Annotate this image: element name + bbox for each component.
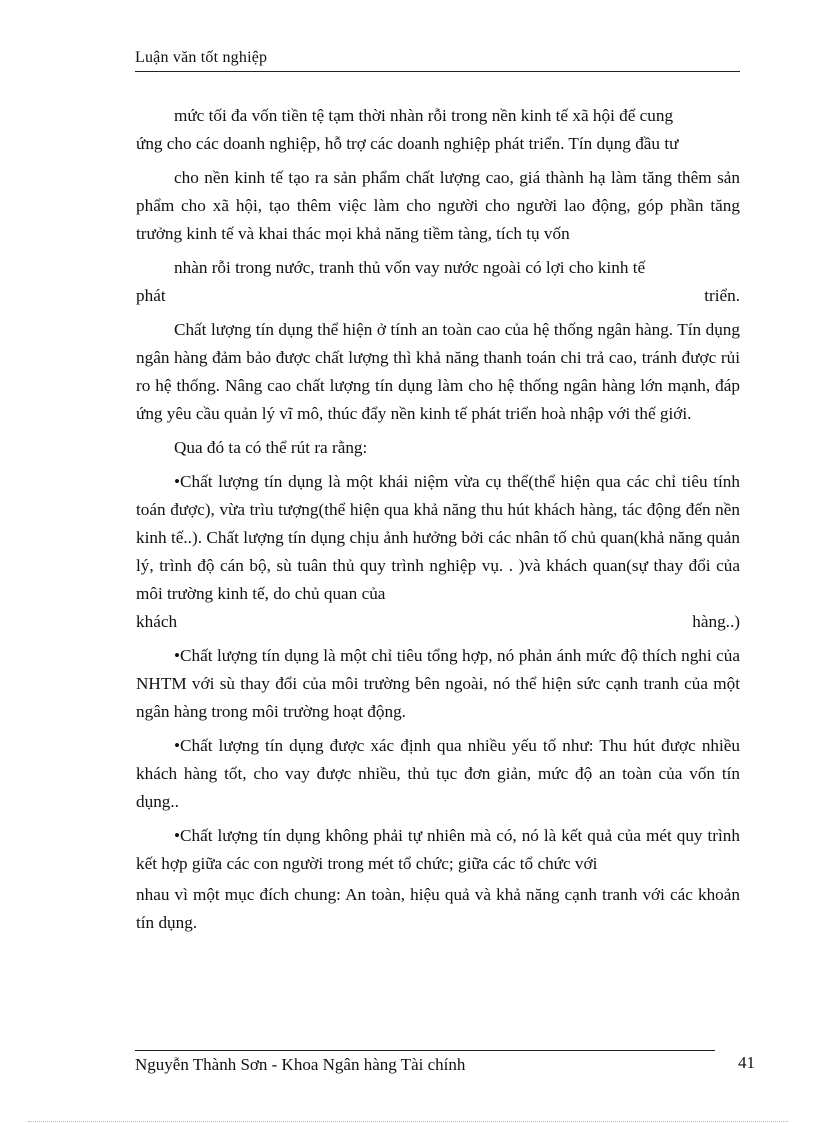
page-number: 41 <box>738 1053 755 1072</box>
justified-line <box>136 608 740 636</box>
paragraph: Qua đó ta có thể rút ra rằng: <box>174 438 368 457</box>
header-title: Luận văn tốt nghiệp <box>135 49 268 66</box>
paragraph: ứng cho các doanh nghiệp, hỗ trợ các doanh nghiệp phát triển. Tín dụng đầu tư <box>136 134 679 153</box>
paragraph: Chất lượng tín dụng thể hiện ở tính an toàn cao của hệ thống ngân hàng. Tín dụng ngân hàng đảm bảo được chất lượng thì khả năng thanh toán chi trả cao, tránh được rủi ro hệ thống. Nâng cao chất lượng tín dụng làm cho hệ thống ngân hàng lớn mạnh, đáp ứng yêu cầu quản lý vĩ mô, thúc đẩy nền kinh tế phát triển hoà nhập với thế giới. <box>136 320 740 423</box>
paragraph: cho nền kinh tế tạo ra sản phẩm chất lượng cao, giá thành hạ làm tăng thêm sản phẩm cho xã hội, tạo thêm việc làm cho người cho người lao động, góp phần tăng trưởng kinh tế và khai thác mọi khả năng tiềm tàng, tích tụ vốn <box>136 168 740 243</box>
bullet-paragraph: •Chất lượng tín dụng là một chỉ tiêu tổng hợp, nó phản ánh mức độ thích nghi của NHTM với sù thay đổi của môi trường bên ngoài, nó thể hiện sức cạnh tranh của một ngân hàng trong môi trường hoạt động. <box>136 646 740 721</box>
paragraph-line: nhàn rỗi trong nước, tranh thủ vốn vay nước ngoài có lợi cho kinh tế <box>174 258 646 277</box>
bullet-paragraph: •Chất lượng tín dụng không phải tự nhiên mà có, nó là kết quả của mét quy trình kết hợp giữa các con người trong mét tổ chức; giữa các tổ chức với <box>136 826 740 873</box>
split-word-right: hàng..) <box>692 612 740 631</box>
bullet-paragraph: •Chất lượng tín dụng được xác định qua nhiều yếu tố như: Thu hút được nhiều khách hàng tốt, cho vay được nhiều, thủ tục đơn giản, mức độ an toàn của vốn tín dụng.. <box>136 736 740 811</box>
bullet-paragraph: •Chất lượng tín dụng là một khái niệm vừa cụ thể(thể hiện qua các chỉ tiêu tính toán được), vừa trìu tượng(thể hiện qua khả năng thu hút khách hàng, tác động đến nền kinh tế..). Chất lượng tín dụng chịu ảnh hưởng bởi các nhân tố chủ quan(khả năng quản lý, trình độ cán bộ, sù tuân thủ quy trình nghiệp vụ. . )và khách quan(sự thay đổi của môi trường kinh tế, do chủ quan của <box>136 472 740 603</box>
split-word-left: khách <box>136 612 178 631</box>
footer-divider <box>135 1050 715 1051</box>
document-body <box>136 102 740 937</box>
paragraph: nhau vì một mục đích chung: An toàn, hiệu quả và khả năng cạnh tranh với các khoản tín dụng. <box>136 885 740 932</box>
header-divider <box>135 71 740 72</box>
split-word-left: phát <box>136 286 166 305</box>
justified-line <box>136 282 740 310</box>
page-bottom-border <box>28 1121 788 1122</box>
paragraph-line: mức tối đa vốn tiền tệ tạm thời nhàn rỗi trong nền kinh tế xã hội để cung <box>174 106 674 125</box>
footer-author: Nguyễn Thành Sơn - Khoa Ngân hàng Tài chính <box>135 1055 466 1074</box>
split-word-right: triển. <box>704 286 740 305</box>
